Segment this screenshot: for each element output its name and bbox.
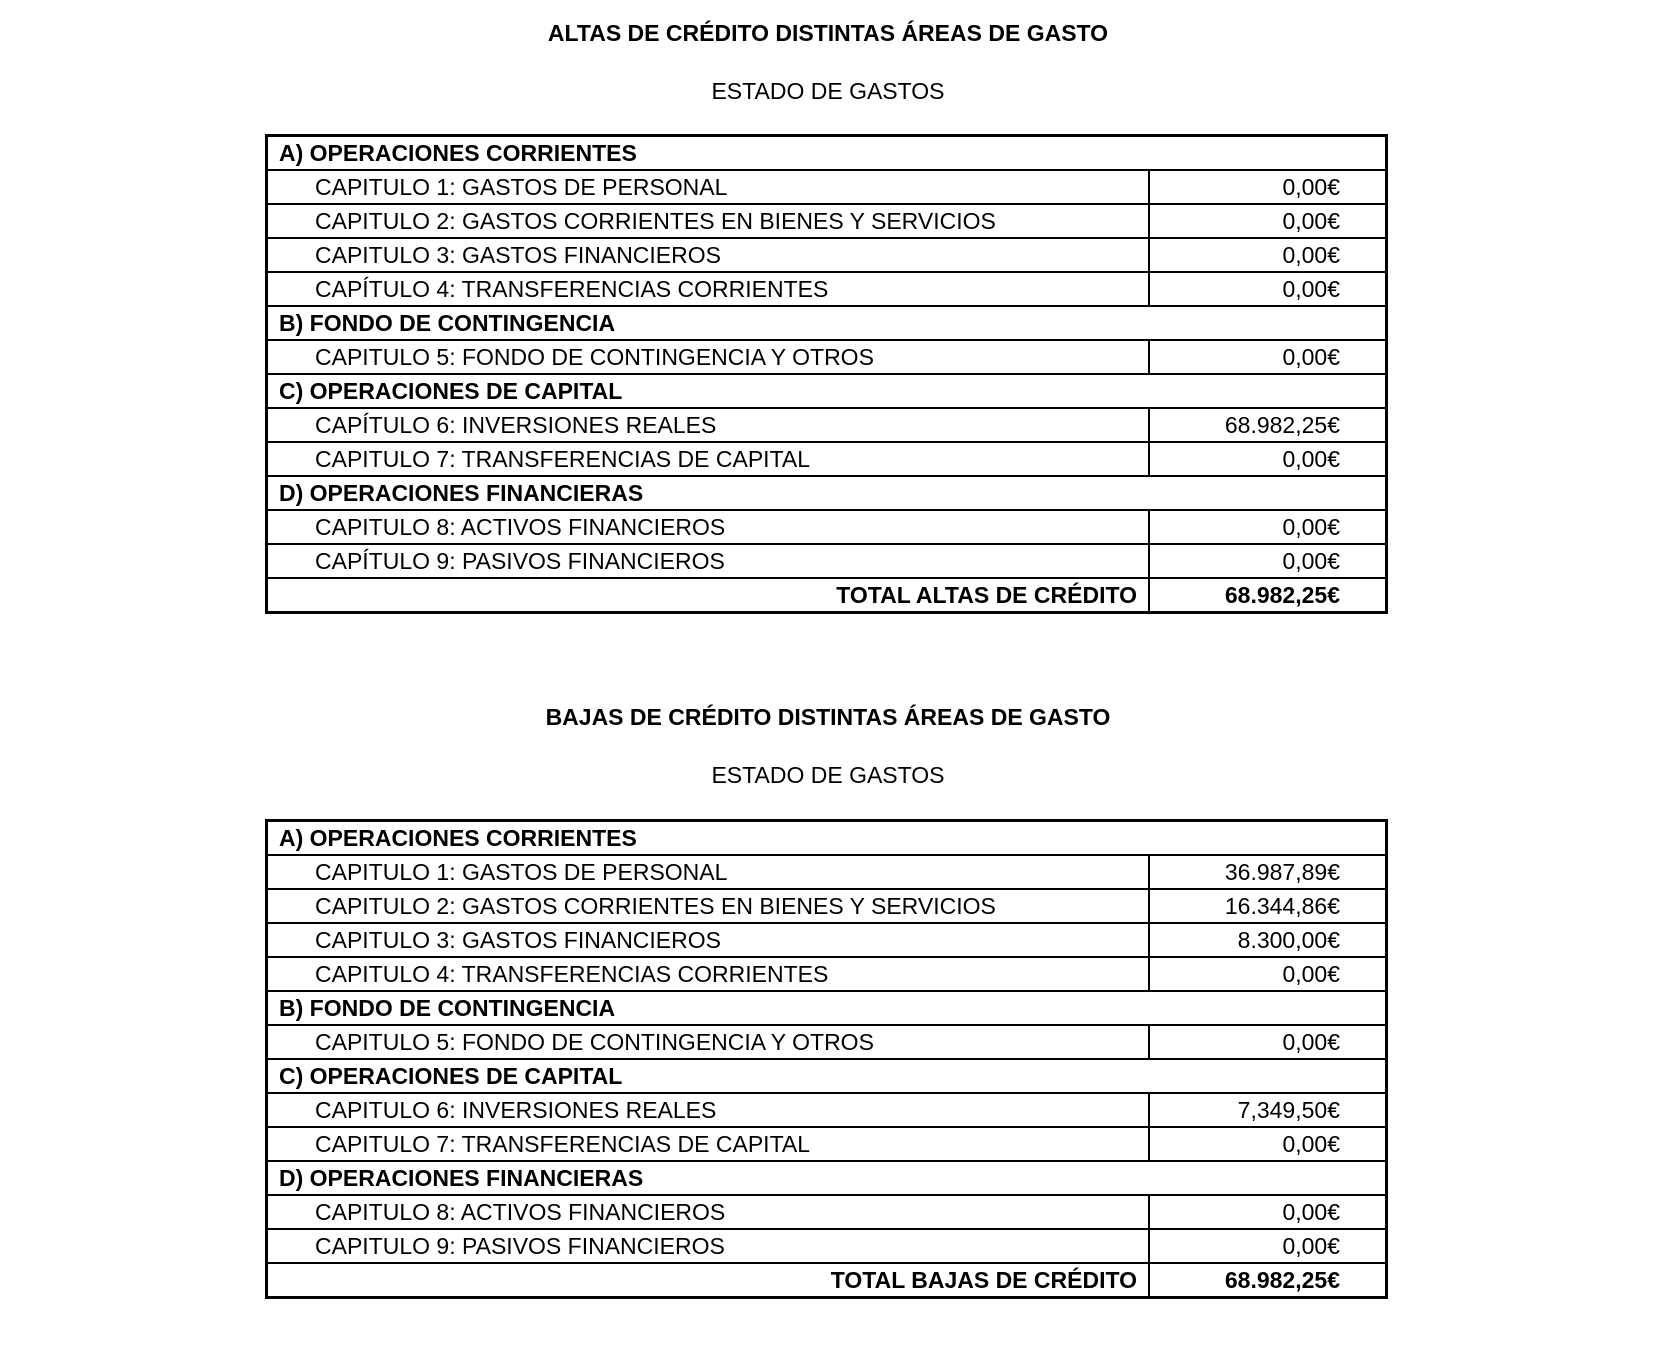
- table-row: [267, 510, 1387, 544]
- chapter-label: CAPITULO 3: GASTOS FINANCIEROS: [267, 923, 1150, 957]
- chapter-value: 0,00€: [1149, 170, 1387, 204]
- total-label: TOTAL ALTAS DE CRÉDITO: [267, 578, 1150, 613]
- table-row: [267, 957, 1387, 991]
- chapter-value: 0,00€: [1149, 340, 1387, 374]
- altas-title: ALTAS DE CRÉDITO DISTINTAS ÁREAS DE GASTO: [547, 20, 1109, 46]
- total-value: 68.982,25€: [1149, 1263, 1387, 1298]
- section-row: [267, 306, 1387, 340]
- table-row: [267, 889, 1387, 923]
- chapter-label: CAPÍTULO 4: TRANSFERENCIAS CORRIENTES: [267, 272, 1150, 306]
- table-row: [267, 1229, 1387, 1263]
- table-row: [267, 408, 1387, 442]
- altas-table: [265, 134, 1388, 614]
- chapter-label: CAPITULO 8: ACTIVOS FINANCIEROS: [267, 510, 1150, 544]
- chapter-value: 0,00€: [1149, 238, 1387, 272]
- table-row: [267, 204, 1387, 238]
- chapter-label: CAPITULO 7: TRANSFERENCIAS DE CAPITAL: [267, 1127, 1150, 1161]
- total-row: [267, 578, 1387, 613]
- chapter-value: 8.300,00€: [1149, 923, 1387, 957]
- chapter-label: CAPITULO 1: GASTOS DE PERSONAL: [267, 855, 1150, 889]
- chapter-value: 0,00€: [1149, 272, 1387, 306]
- chapter-value: 36.987,89€: [1149, 855, 1387, 889]
- section-label: D) OPERACIONES FINANCIERAS: [267, 1161, 1387, 1195]
- chapter-value: 0,00€: [1149, 510, 1387, 544]
- section-row: [267, 991, 1387, 1025]
- section-label: C) OPERACIONES DE CAPITAL: [267, 374, 1387, 408]
- total-row: [267, 1263, 1387, 1298]
- table-row: [267, 1093, 1387, 1127]
- section-row: [267, 1059, 1387, 1093]
- chapter-value: 0,00€: [1149, 442, 1387, 476]
- table-row: [267, 544, 1387, 578]
- chapter-value: 0,00€: [1149, 544, 1387, 578]
- chapter-label: CAPITULO 7: TRANSFERENCIAS DE CAPITAL: [267, 442, 1150, 476]
- section-label: B) FONDO DE CONTINGENCIA: [267, 306, 1387, 340]
- chapter-label: CAPITULO 5: FONDO DE CONTINGENCIA Y OTROS: [267, 340, 1150, 374]
- table-row: [267, 442, 1387, 476]
- total-label: TOTAL BAJAS DE CRÉDITO: [267, 1263, 1150, 1298]
- chapter-label: CAPITULO 6: INVERSIONES REALES: [267, 1093, 1150, 1127]
- chapter-value: 0,00€: [1149, 1025, 1387, 1059]
- chapter-label: CAPÍTULO 6: INVERSIONES REALES: [267, 408, 1150, 442]
- table-row: [267, 340, 1387, 374]
- chapter-label: CAPITULO 4: TRANSFERENCIAS CORRIENTES: [267, 957, 1150, 991]
- table-row: [267, 170, 1387, 204]
- chapter-value: 0,00€: [1149, 1229, 1387, 1263]
- chapter-label: CAPÍTULO 9: PASIVOS FINANCIEROS: [267, 544, 1150, 578]
- chapter-label: CAPITULO 3: GASTOS FINANCIEROS: [267, 238, 1150, 272]
- section-row: [267, 1161, 1387, 1195]
- chapter-value: 16.344,86€: [1149, 889, 1387, 923]
- section-label: D) OPERACIONES FINANCIERAS: [267, 476, 1387, 510]
- table-row: [267, 238, 1387, 272]
- table-row: [267, 1127, 1387, 1161]
- chapter-label: CAPITULO 8: ACTIVOS FINANCIEROS: [267, 1195, 1150, 1229]
- chapter-value: 7,349,50€: [1149, 1093, 1387, 1127]
- chapter-value: 0,00€: [1149, 1127, 1387, 1161]
- table-row: [267, 1025, 1387, 1059]
- chapter-label: CAPITULO 2: GASTOS CORRIENTES EN BIENES Y SERVICIOS: [267, 204, 1150, 238]
- section-row: [267, 374, 1387, 408]
- bajas-subtitle: ESTADO DE GASTOS: [711, 762, 945, 788]
- section-row: [267, 821, 1387, 856]
- chapter-value: 0,00€: [1149, 1195, 1387, 1229]
- section-label: C) OPERACIONES DE CAPITAL: [267, 1059, 1387, 1093]
- section-label: A) OPERACIONES CORRIENTES: [267, 136, 1387, 171]
- chapter-value: 0,00€: [1149, 957, 1387, 991]
- table-row: [267, 272, 1387, 306]
- chapter-label: CAPITULO 2: GASTOS CORRIENTES EN BIENES Y SERVICIOS: [267, 889, 1150, 923]
- bajas-title: BAJAS DE CRÉDITO DISTINTAS ÁREAS DE GASTO: [545, 704, 1111, 730]
- chapter-label: CAPITULO 5: FONDO DE CONTINGENCIA Y OTROS: [267, 1025, 1150, 1059]
- section-row: [267, 476, 1387, 510]
- section-label: B) FONDO DE CONTINGENCIA: [267, 991, 1387, 1025]
- bajas-table: [265, 819, 1388, 1299]
- chapter-value: 0,00€: [1149, 204, 1387, 238]
- section-label: A) OPERACIONES CORRIENTES: [267, 821, 1387, 856]
- chapter-value: 68.982,25€: [1149, 408, 1387, 442]
- section-row: [267, 136, 1387, 171]
- chapter-label: CAPITULO 1: GASTOS DE PERSONAL: [267, 170, 1150, 204]
- table-row: [267, 923, 1387, 957]
- table-row: [267, 855, 1387, 889]
- table-row: [267, 1195, 1387, 1229]
- total-value: 68.982,25€: [1149, 578, 1387, 613]
- altas-subtitle: ESTADO DE GASTOS: [711, 78, 945, 104]
- chapter-label: CAPITULO 9: PASIVOS FINANCIEROS: [267, 1229, 1150, 1263]
